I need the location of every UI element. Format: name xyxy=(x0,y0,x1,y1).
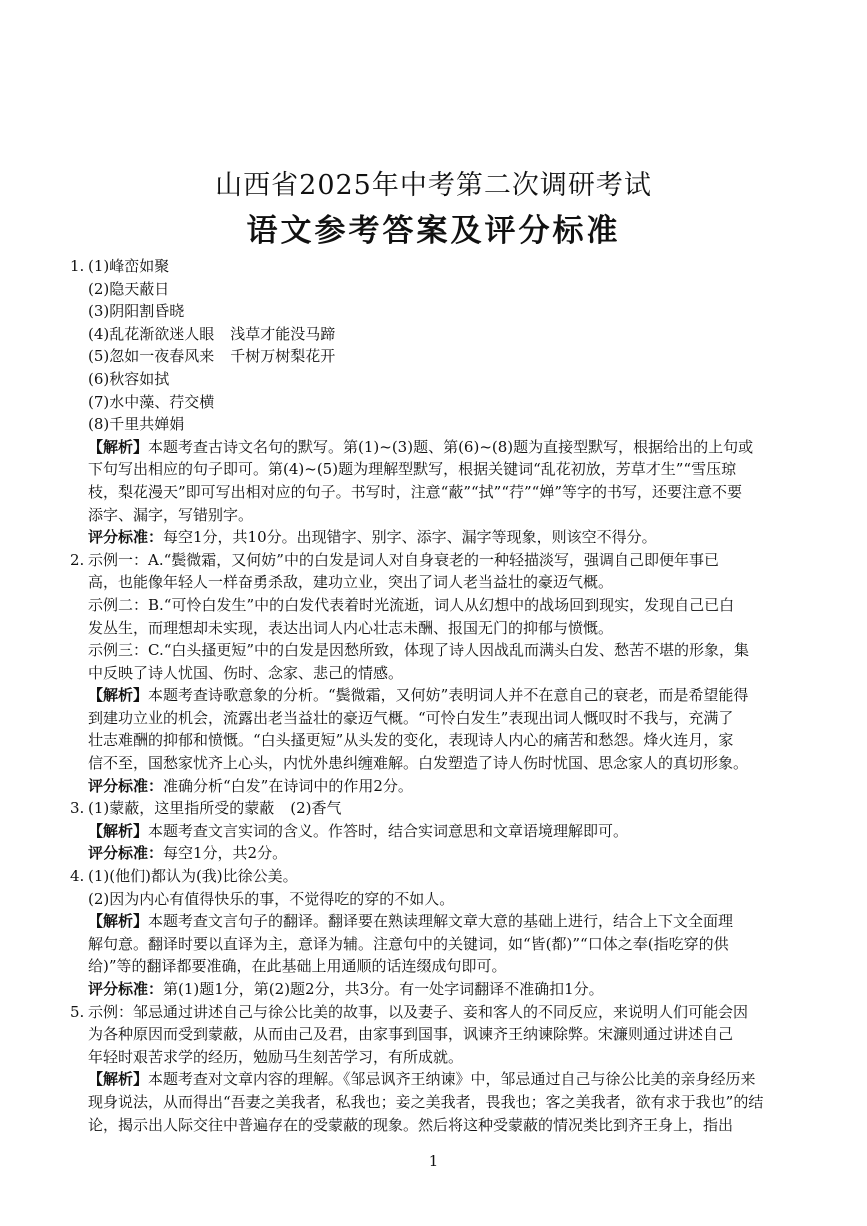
score-label: 评分标准： xyxy=(88,528,164,547)
analysis-label: 【解析】 xyxy=(88,821,149,840)
q5-analysis-line: 现身说法，从而得出“吾妻之美我者，私我也；妾之美我者，畏我也；客之美我者，欲有求于我也”的结 xyxy=(88,1092,764,1111)
q2-analysis-line: 【解析】本题考查诗歌意象的分析。“鬓微霜，又何妨”表明词人并不在意自己的衰老，而是希望能得 xyxy=(88,686,749,705)
q2-line: 2. 示例一：A.“鬓微霜，又何妨”中的白发是词人对自身衰老的一种轻描淡写，强调自己即便年事已 xyxy=(70,549,815,572)
q1-analysis-line: 下句写出相应的句子即可。第(4)~(5)题为理解型默写，根据关键词“乱花初放，芳草才生”“雪压琼 xyxy=(88,460,737,479)
q5-line: 为各种原因而受到蒙蔽，从而由己及君，由家事到国事，讽谏齐王纳谏除弊。宋濂则通过讲述自己 xyxy=(88,1025,734,1044)
q5-analysis-line: 论，揭示出人际交往中普遍存在的受蒙蔽的现象。然后将这种受蒙蔽的情况类比到齐王身上，指出 xyxy=(88,1115,734,1134)
q2-analysis-line: 到建功立业的机会，流露出老当益壮的豪迈气概。“可怜白发生”表现出词人慨叹时不我与，充满了 xyxy=(88,708,734,727)
q3-answer: 3. (1)蒙蔽，这里指所受的蒙蔽 (2)香气 xyxy=(70,797,815,820)
analysis-label: 【解析】 xyxy=(88,912,149,931)
score-label: 评分标准： xyxy=(88,844,164,863)
q1-answer-7: (7)水中藻、荇交横 xyxy=(88,392,215,411)
q2-analysis-line: 信不至，国愁家忧齐上心头，内忧外患纠缠难解。白发塑造了诗人伤时忧国、思念家人的真切形象。 xyxy=(88,754,749,773)
q3-number: 3. xyxy=(70,799,85,818)
q4-analysis-line: 给)”等的翻译都要准确，在此基础上用通顺的话连缀成句即可。 xyxy=(88,957,507,976)
q2-line: 中反映了诗人忧国、伤时、念家、悲己的情感。 xyxy=(88,663,404,682)
q2-score: 评分标准：准确分析“白发”在诗词中的作用2分。 xyxy=(88,776,413,795)
q2-line: 示例二：B.“可怜白发生”中的白发代表着时光流逝，词人从幻想中的战场回到现实，发现自己已白 xyxy=(88,595,735,614)
q4-number: 4. xyxy=(70,867,85,886)
answer-content xyxy=(70,255,815,1136)
q1-answer-1: 1. (1)峰峦如聚 xyxy=(70,255,815,278)
q1-analysis-line: 添字、漏字，写错别字。 xyxy=(88,505,254,524)
q2-line: 示例三：C.“白头搔更短”中的白发是因愁所致，体现了诗人因战乱而满头白发、愁苦不堪的形象，集 xyxy=(88,641,750,660)
analysis-label: 【解析】 xyxy=(88,437,149,456)
q1-answer-2: (2)隐天蔽日 xyxy=(88,279,170,298)
exam-title: 山西省2025年中考第二次调研考试 xyxy=(215,170,652,201)
q3-score: 评分标准：每空1分，共2分。 xyxy=(88,844,288,863)
q1-analysis-line: 枝，梨花漫天”即可写出相对应的句子。书写时，注意“蔽”“拭”“荇”“婵”等字的书写，还要注意不要 xyxy=(88,482,743,501)
q1-answer-8: (8)千里共婵娟 xyxy=(88,415,185,434)
q2-line: 发丛生，而理想却未实现，表达出词人内心壮志未酬、报国无门的抑郁与愤慨。 xyxy=(88,618,614,637)
analysis-label: 【解析】 xyxy=(88,1070,149,1089)
q1-answer-4: (4)乱花渐欲迷人眼 浅草才能没马蹄 xyxy=(88,324,336,343)
q4-score: 评分标准：第(1)题1分，第(2)题2分，共3分。有一处字词翻译不准确扣1分。 xyxy=(88,980,604,998)
q1-analysis-line: 【解析】本题考查古诗文名句的默写。第(1)~(3)题、第(6)~(8)题为直接型默写，根据给出的上句或 xyxy=(88,437,754,456)
q1-answer-6: (6)秋容如拭 xyxy=(88,369,170,388)
q1-score: 评分标准：每空1分，共10分。出现错字、别字、添字、漏字等现象，则该空不得分。 xyxy=(88,528,657,547)
q5-analysis-line: 【解析】本题考查对文章内容的理解。《邹忌讽齐王纳谏》中，邹忌通过自己与徐公比美的亲身经历来 xyxy=(88,1070,756,1089)
q2-number: 2. xyxy=(70,550,85,569)
q5-line: 5. 示例：邹忌通过讲述自己与徐公比美的故事，以及妻子、妾和客人的不同反应，来说明人们可能会因 xyxy=(70,1001,815,1024)
page-number: 1 xyxy=(428,1152,439,1170)
q2-analysis-line: 壮志难酬的抑郁和愤慨。“白头搔更短”从头发的变化，表现诗人内心的痛苦和愁怨。烽火连月，家 xyxy=(88,731,734,750)
q4-answer-1: 4. (1)(他们)都认为(我)比徐公美。 xyxy=(70,865,815,888)
q1-answer-5: (5)忽如一夜春风来 千树万树梨花开 xyxy=(88,347,336,366)
q1-answer-3: (3)阴阳割昏晓 xyxy=(88,302,185,321)
score-label: 评分标准： xyxy=(88,776,164,795)
q3-analysis-line: 【解析】本题考查文言实词的含义。作答时，结合实词意思和文章语境理解即可。 xyxy=(88,821,629,840)
document-subtitle: 语文参考答案及评分标准 xyxy=(246,213,621,249)
q2-line: 高，也能像年轻人一样奋勇杀敌，建功立业，突出了词人老当益壮的豪迈气概。 xyxy=(88,573,614,592)
score-label: 评分标准： xyxy=(88,980,164,998)
q4-answer-2: (2)因为内心有值得快乐的事，不觉得吃的穿的不如人。 xyxy=(88,889,455,908)
q5-number: 5. xyxy=(70,1002,85,1021)
q5-line: 年轻时艰苦求学的经历，勉励马生刻苦学习，有所成就。 xyxy=(88,1047,464,1066)
q1-number: 1. xyxy=(70,257,85,275)
q4-analysis-line: 解句意。翻译时要以直译为主，意译为辅。注意句中的关键词，如“皆(都)”“口体之奉(指吃穿的供 xyxy=(88,934,729,953)
q4-analysis-line: 【解析】本题考查文言句子的翻译。翻译要在熟读理解文章大意的基础上进行，结合上下文全面理 xyxy=(88,912,734,931)
analysis-label: 【解析】 xyxy=(88,686,149,705)
